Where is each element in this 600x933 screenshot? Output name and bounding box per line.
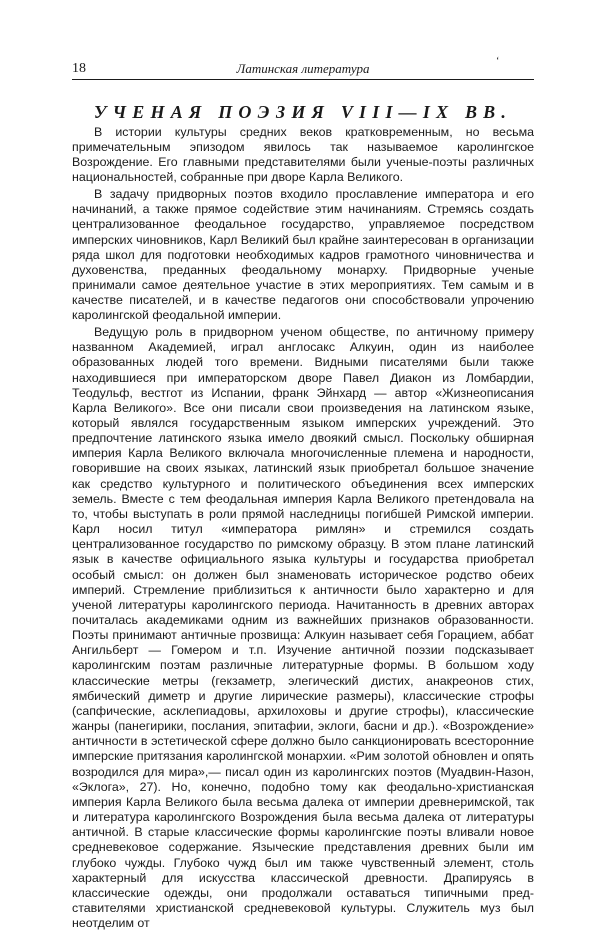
paragraph-2: В задачу придворных поэтов входило прославление императора и его начинаний, а также прямое содействие этим начинаниям. Стремясь создать централизованное феодальное государство, управляемое посредством имперских чиновников, Карл Великий был крайне заинтересован в организации ряда школ для подготовки необходимых кадров грамотного чиновничества и духовенства, преданных феодальному монарху. Придворные ученые принимали самое деятельное участие в этих мероприятиях. Тем самым и в качестве писателей, и в качестве педагогов они способствовали упрочению каролингской феодальной империи. [72,187,534,323]
header-rule [72,79,534,80]
scan-speck: ‘ [496,56,500,67]
body-text [72,125,534,933]
chapter-title: УЧЕНАЯ ПОЭЗИЯ VIII—IX ВВ. [93,102,513,123]
paragraph-3: Ведущую роль в придворном ученом обществе, по античному примеру названном Академией, играл англосакс Алкуин, один из наиболее образованных людей того времени. Видными писателями были также находившиеся при императорском дворе Павел Диакон из Ломбардии, Теодульф, вестгот из Испании, франк Эйнхард — автор «Жизнеописания Карла Великого». Все они писали свои произведения на латинском языке, который являлся государственным языком имперских учреждений. Это предпочтение латинского языка имело двоякий смысл. Поскольку обширная империя Карла Великого включала многочисленные племена и народности, говорившие на своих языках, латинский язык приобретал большое значение как средство культурного и политического объединения всех имперских земель. Вместе с тем феодальная империя Карла Великого претендовала на то, чтобы выступать в роли прямой наследницы погибшей Римской империи. Карл носил титул «императора римлян» и стремился создать централизованное государство по римскому образцу. В этом плане латинский язык в качестве официального языка культуры и государства приобретал особый смысл: он должен был знаменовать историческое родство обеих империй. Стремление приблизиться к античности было характерно и для ученой литературы каролингского периода. Начитанность в древних авторах почиталась академиками одним из важнейших признаков образованности. Поэты принимают античные прозвища: Алкуин называет себя Горацием, аббат Ангильберт — Гомером и т.п. Изучение античной поэзии подсказывает каролингским поэтам различные литературные формы. В большом ходу классические метры (гекзаметр, элегический дистих, анакреонов стих, ямбический диметр и другие лирические размеры), классические строфы (сапфические, асклепиадовы, архилоховы и другие строфы), классические жанры (панегирики, послания, эпитафии, эклоги, басни и др.). «Возрождение» античности в эстетической сфере должно было санкционировать всесторонние имперские притязания каролингской монархии. «Рим золотой обновлен и опять возродился для мира»,— писал один из каролингских поэтов (Муадвин-Назон, «Эклога», 27). Но, конечно, подобно тому как феодально-христианская империя Карла Великого была весьма далека от империи древнеримской, так и литература каролингского Возрождения была весьма далека от литературы античной. В старые классические формы каролингские поэты вливали новое средневековое содержание. Языческие представления древних были им глубоко чужды. Глубоко чужд был им также чувственный элемент, столь характерный для искусства классической древности. Драпируясь в классические одежды, они продолжали оставаться типичными представителями христианской средневековой культуры. Служитель муз был неотделим от [72,325,534,931]
running-title: Латинская литература [236,61,370,76]
running-head [72,56,534,78]
page-number: 18 [72,61,86,76]
paragraph-1: В истории культуры средних веков кратковременным, но весьма примечательным эпизодом явилось так называемое каролингское Возрождение. Его главными представителями были ученые-поэты различных национальностей, собранные при дворе Карла Великого. [72,125,534,185]
